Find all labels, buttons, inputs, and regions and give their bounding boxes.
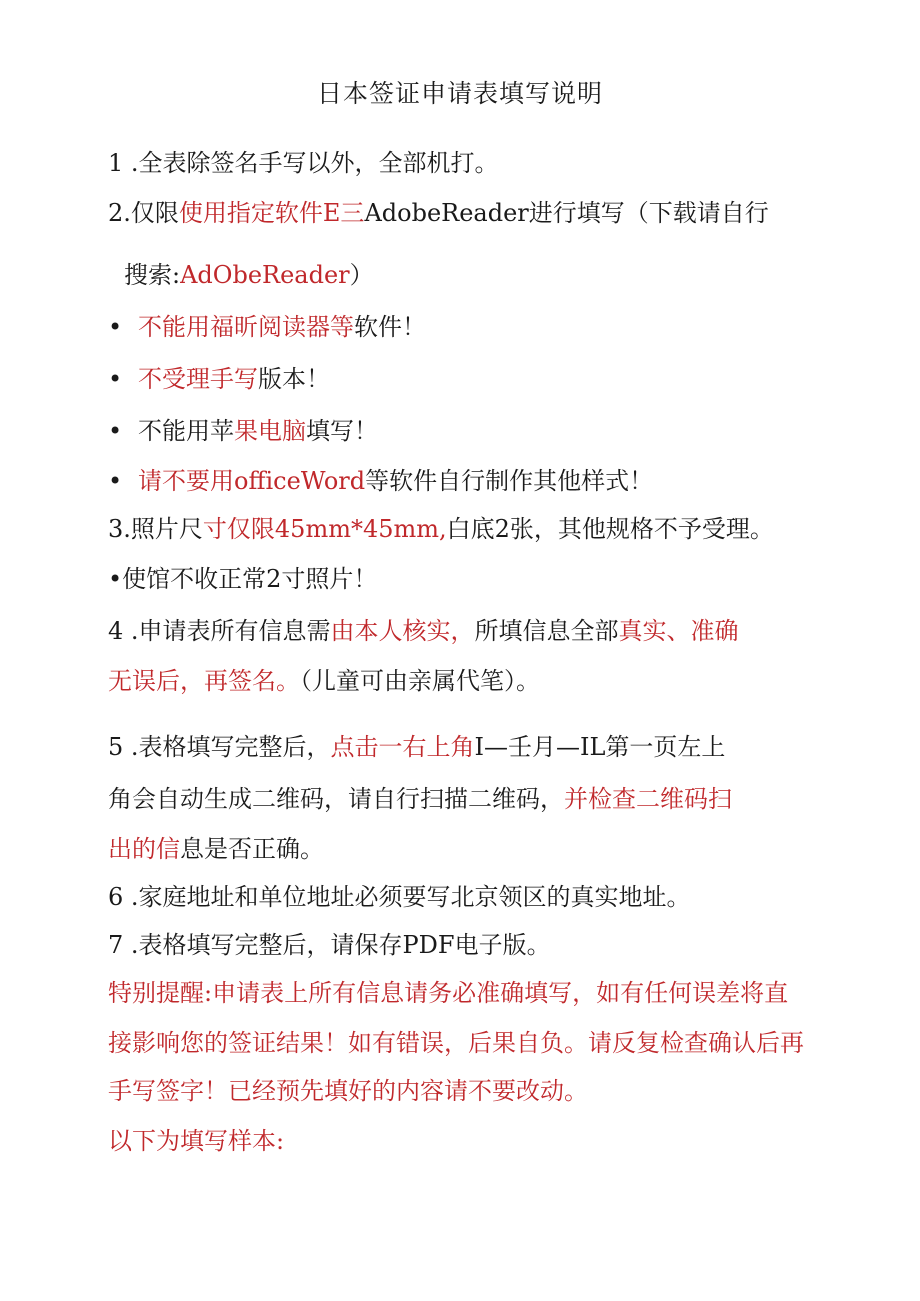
text-line bbox=[124, 258, 374, 292]
text-segment: 使用指定软件E三 bbox=[178, 199, 365, 227]
text-segment: 4 .申请表所有信息需 bbox=[108, 617, 331, 645]
text-line bbox=[108, 512, 774, 546]
text-segment: 寸仅限45mm*45mm, bbox=[202, 515, 447, 543]
text-line bbox=[108, 614, 739, 648]
text-line bbox=[108, 880, 691, 914]
text-segment: 无误后，再签名。 bbox=[108, 667, 300, 695]
text-line bbox=[108, 782, 732, 816]
text-segment: 软件！ bbox=[354, 313, 426, 341]
text-segment: 不受理手写 bbox=[138, 365, 258, 393]
text-segment: （儿童可由亲属代笔）。 bbox=[300, 667, 540, 695]
text-segment: 特别提醒:申请表上所有信息请务必准确填写，如有任何误差将直 bbox=[108, 979, 789, 1007]
text-segment: 6 .家庭地址和单位地址必须要写北京领区的真实地址。 bbox=[108, 883, 691, 911]
text-line bbox=[108, 928, 551, 962]
text-line bbox=[108, 196, 769, 230]
bullet: • bbox=[108, 365, 123, 393]
text-segment: 填写！ bbox=[306, 417, 378, 445]
text-line bbox=[108, 146, 499, 180]
text-line bbox=[108, 976, 788, 1010]
text-segment: 等软件自行制作其他样式！ bbox=[365, 467, 654, 495]
text-line bbox=[108, 1026, 804, 1060]
text-segment: 角会自动生成二维码，请自行扫描二维码， bbox=[108, 785, 564, 813]
text-segment: 由本人核实， bbox=[330, 617, 475, 645]
text-line bbox=[108, 362, 330, 396]
bullet: • bbox=[108, 417, 123, 445]
text-segment: 并检查二维码扫 bbox=[564, 785, 732, 813]
text-segment: I—壬月—IL第一页左上 bbox=[474, 733, 726, 761]
text-segment: 所填信息全部 bbox=[474, 617, 619, 645]
text-segment: 接影响您的签证结果！如有错误，后果自负。请反复检查确认后再 bbox=[108, 1029, 804, 1057]
text-segment: 果电脑 bbox=[234, 417, 306, 445]
text-line bbox=[108, 464, 653, 498]
text-segment: 不能用福昕阅读器等 bbox=[138, 313, 354, 341]
text-line bbox=[108, 1124, 284, 1158]
text-segment: 真实、准确 bbox=[618, 617, 739, 645]
text-line bbox=[108, 664, 540, 698]
text-segment: 出的信 bbox=[108, 835, 180, 863]
text-segment: •使馆不收正常2寸照片！ bbox=[108, 565, 378, 593]
page-title: 日本签证申请表填写说明 bbox=[316, 79, 603, 108]
text-segment: AdobeReader进行填写（下载请自行 bbox=[364, 199, 769, 227]
text-segment: 3.照片尺 bbox=[108, 515, 203, 543]
text-line bbox=[108, 832, 324, 866]
text-segment: AdObeReader bbox=[180, 261, 350, 289]
text-segment: 搜索: bbox=[124, 261, 181, 289]
text-line bbox=[108, 1074, 588, 1108]
text-line bbox=[108, 562, 377, 596]
text-segment: 5 .表格填写完整后， bbox=[108, 733, 331, 761]
text-line bbox=[108, 310, 426, 344]
text-segment: 以下为填写样本: bbox=[108, 1127, 285, 1155]
text-segment: 2.仅限 bbox=[108, 199, 179, 227]
text-segment: ） bbox=[349, 261, 374, 289]
text-segment: 7 .表格填写完整后，请保存PDF电子版。 bbox=[108, 931, 551, 959]
text-segment: 版本！ bbox=[258, 365, 330, 393]
text-segment: 手写签字！已经预先填好的内容请不要改动。 bbox=[108, 1077, 588, 1105]
text-segment: 不能用苹 bbox=[138, 417, 234, 445]
text-segment: 白底2张，其他规格不予受理。 bbox=[446, 515, 774, 543]
text-segment: 点击一右上角 bbox=[330, 733, 475, 761]
text-line bbox=[108, 730, 725, 764]
bullet: • bbox=[108, 313, 123, 341]
text-segment: 1 .全表除签名手写以外，全部机打。 bbox=[108, 149, 499, 177]
text-segment: 息是否正确。 bbox=[180, 835, 324, 863]
bullet: • bbox=[108, 467, 123, 495]
text-segment: 请不要用officeWord bbox=[138, 467, 366, 495]
text-line bbox=[108, 414, 378, 448]
